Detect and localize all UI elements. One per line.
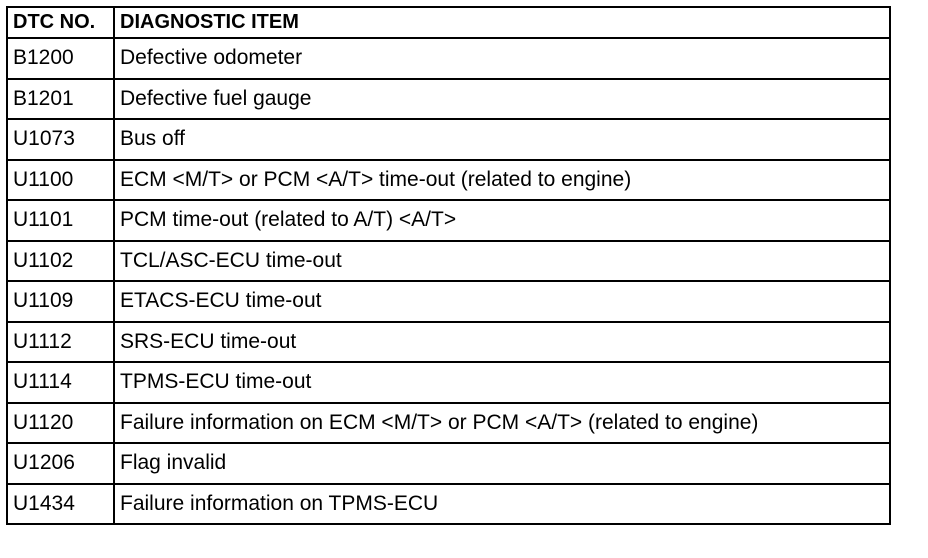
diagnostic-item: Failure information on TPMS-ECU [114, 484, 890, 525]
table-row [7, 119, 890, 160]
table-row [7, 322, 890, 363]
dtc-code: U1073 [7, 119, 114, 160]
table-row [7, 362, 890, 403]
header-diagnostic-item: DIAGNOSTIC ITEM [114, 7, 890, 38]
table-row [7, 79, 890, 120]
diagnostic-item: Flag invalid [114, 443, 890, 484]
dtc-code: B1201 [7, 79, 114, 120]
dtc-table [6, 6, 891, 525]
dtc-code: U1206 [7, 443, 114, 484]
diagnostic-item: SRS-ECU time-out [114, 322, 890, 363]
diagnostic-item: TPMS-ECU time-out [114, 362, 890, 403]
diagnostic-item: PCM time-out (related to A/T) <A/T> [114, 200, 890, 241]
table-row [7, 403, 890, 444]
table-row [7, 200, 890, 241]
table-row [7, 160, 890, 201]
diagnostic-item: ECM <M/T> or PCM <A/T> time-out (related to engine) [114, 160, 890, 201]
dtc-code: U1101 [7, 200, 114, 241]
dtc-code: U1120 [7, 403, 114, 444]
table-row [7, 484, 890, 525]
dtc-code: U1102 [7, 241, 114, 282]
dtc-code: U1434 [7, 484, 114, 525]
table-header-row [7, 7, 890, 38]
header-dtc-no: DTC NO. [7, 7, 114, 38]
table-row [7, 281, 890, 322]
dtc-code: U1100 [7, 160, 114, 201]
table-row [7, 241, 890, 282]
diagnostic-item: Defective fuel gauge [114, 79, 890, 120]
table-row [7, 38, 890, 79]
dtc-code: U1114 [7, 362, 114, 403]
diagnostic-item: TCL/ASC-ECU time-out [114, 241, 890, 282]
diagnostic-item: Defective odometer [114, 38, 890, 79]
table-row [7, 443, 890, 484]
diagnostic-item: Failure information on ECM <M/T> or PCM <A/T> (related to engine) [114, 403, 890, 444]
diagnostic-item: Bus off [114, 119, 890, 160]
dtc-code: U1109 [7, 281, 114, 322]
dtc-code: U1112 [7, 322, 114, 363]
dtc-code: B1200 [7, 38, 114, 79]
diagnostic-item: ETACS-ECU time-out [114, 281, 890, 322]
